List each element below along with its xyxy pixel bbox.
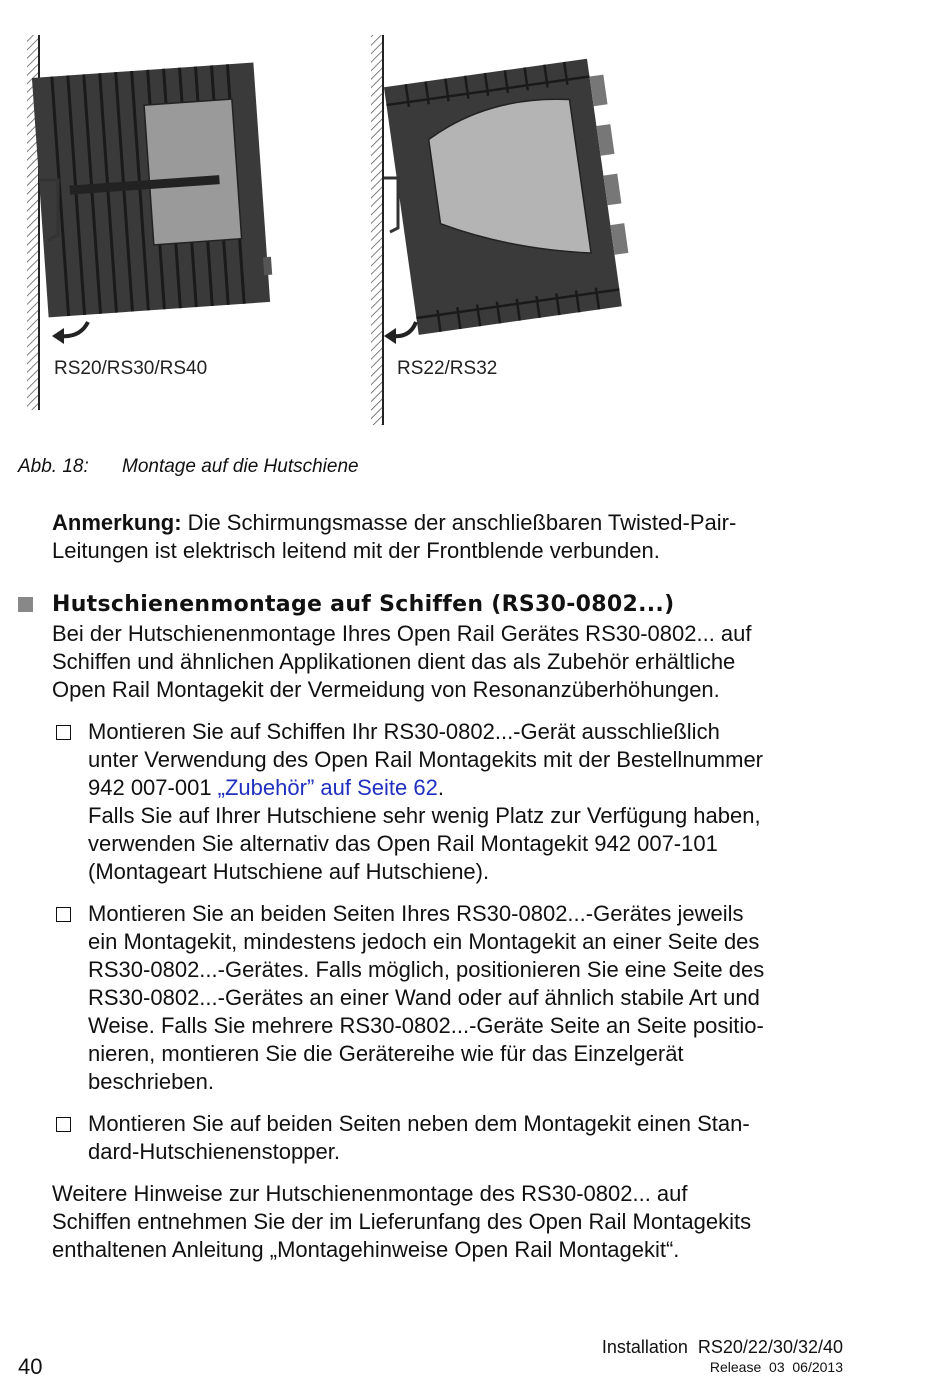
figure-caption-title: Montage auf die Hutschiene <box>122 456 359 477</box>
figure <box>0 0 950 440</box>
section-square-icon <box>18 597 33 612</box>
step-2-line: nieren, montieren Sie die Gerätereihe wie für das Einzelgerät <box>88 1041 684 1066</box>
section-heading: Hutschienenmontage auf Schiffen (RS30-0802...) <box>52 592 675 617</box>
step-3-line: Montieren Sie auf beiden Seiten neben dem Montagekit einen Stan- <box>88 1111 750 1136</box>
figure-label-left: RS20/RS30/RS40 <box>54 358 208 379</box>
note-label: Anmerkung: <box>52 510 182 535</box>
wall-right <box>371 35 383 425</box>
step-3-line: dard-Hutschienenstopper. <box>88 1139 340 1164</box>
device-rs22-rs32 <box>384 57 636 335</box>
intro-line: Schiffen und ähnlichen Applikationen dient das als Zubehör erhältliche <box>52 649 736 674</box>
step-2-line: RS30-0802...-Gerätes. Falls möglich, positionieren Sie eine Seite des <box>88 957 765 982</box>
note <box>52 509 912 565</box>
step-2 <box>88 900 918 1096</box>
step-checkbox-icon <box>56 1117 71 1132</box>
intro-line: Bei der Hutschienenmontage Ihres Open Rail Gerätes RS30-0802... auf <box>52 621 752 646</box>
step-2-line: beschrieben. <box>88 1069 214 1094</box>
step-1-line: Falls Sie auf Ihrer Hutschiene sehr wenig Platz zur Verfügung haben, <box>88 803 761 828</box>
step-1-line: verwenden Sie alternativ das Open Rail Montagekit 942 007-101 <box>88 831 718 856</box>
arrow-left <box>60 322 88 336</box>
step-1-line: unter Verwendung des Open Rail Montagekits mit der Bestellnummer <box>88 747 764 772</box>
note-line2: Leitungen ist elektrisch leitend mit der Frontblende verbunden. <box>52 538 660 563</box>
closing-paragraph <box>52 1180 922 1264</box>
figure-label-right: RS22/RS32 <box>397 358 498 379</box>
step-2-line: RS30-0802...-Gerätes an einer Wand oder auf ähnlich stabile Art und <box>88 985 760 1010</box>
footer-release: Release 03 06/2013 <box>709 1359 843 1375</box>
intro-line: Open Rail Montagekit der Vermeidung von Resonanzüberhöhungen. <box>52 677 720 702</box>
step-1-line: Montieren Sie auf Schiffen Ihr RS30-0802...-Gerät ausschließlich <box>88 719 720 744</box>
step-checkbox-icon <box>56 907 71 922</box>
closing-line: Weitere Hinweise zur Hutschienenmontage des RS30-0802... auf <box>52 1181 688 1206</box>
step-1-order-number: 942 007-001 <box>88 775 218 800</box>
step-3 <box>88 1110 918 1166</box>
figure-caption-number: Abb. 18: <box>18 456 89 477</box>
step-2-line: Weise. Falls Sie mehrere RS30-0802...-Geräte Seite an Seite positio- <box>88 1013 764 1038</box>
section-intro <box>52 620 912 704</box>
step-1-line: (Montageart Hutschiene auf Hutschiene). <box>88 859 490 884</box>
closing-line: enthaltenen Anleitung „Montagehinweise Open Rail Montagekit“. <box>52 1237 680 1262</box>
closing-line: Schiffen entnehmen Sie der im Lieferunfang des Open Rail Montagekits <box>52 1209 752 1234</box>
footer-doc-title: Installation RS20/22/30/32/40 <box>601 1337 843 1357</box>
step-2-line: ein Montagekit, mindestens jedoch ein Montagekit an einer Seite des <box>88 929 760 954</box>
step-checkbox-icon <box>56 725 71 740</box>
accessories-page-link[interactable]: „Zubehör” auf Seite 62 <box>217 775 438 800</box>
step-2-line: Montieren Sie an beiden Seiten Ihres RS30-0802...-Gerätes jeweils <box>88 901 744 926</box>
step-1 <box>88 718 918 886</box>
step-1-period: . <box>437 775 444 800</box>
note-line1: Die Schirmungsmasse der anschließbaren Twisted-Pair- <box>181 510 737 535</box>
device-rs20-rs30-rs40 <box>32 62 274 317</box>
page-number: 40 <box>18 1354 43 1379</box>
